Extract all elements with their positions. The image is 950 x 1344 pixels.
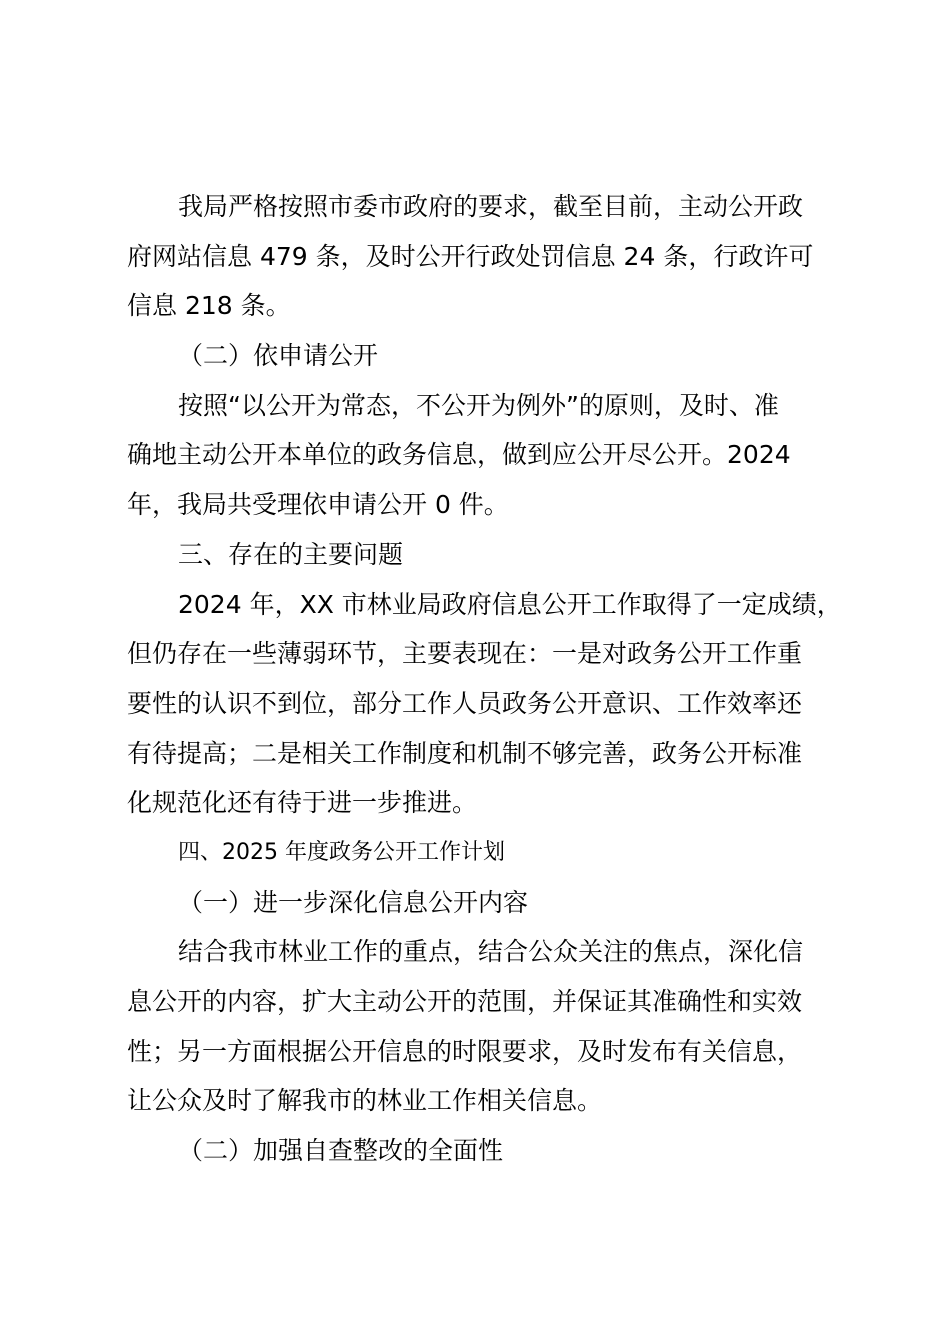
paragraph-line: 让公众及时了解我市的林业工作相关信息。 <box>127 1086 603 1116</box>
section-heading: （二）依申请公开 <box>178 341 379 371</box>
paragraph-line: 2024 年，XX 市林业局政府信息公开工作取得了一定成绩， <box>178 589 842 619</box>
document-body <box>127 182 847 1176</box>
paragraph-line: 府网站信息 479 条，及时公开行政处罚信息 24 条，行政许可 <box>127 241 814 271</box>
paragraph-line: 但仍存在一些薄弱环节，主要表现在：一是对政务公开工作重 <box>127 639 803 669</box>
paragraph-line: 结合我市林业工作的重点，结合公众关注的焦点，深化信 <box>178 937 804 967</box>
paragraph-line: 我局严格按照市委市政府的要求，截至目前，主动公开政 <box>178 192 804 221</box>
paragraph-line: 确地主动公开本单位的政务信息，做到应公开尽公开。2024 <box>127 440 791 470</box>
paragraph-line: 息公开的内容，扩大主动公开的范围，并保证其准确性和实效 <box>127 987 803 1016</box>
paragraph-line: 有待提高；二是相关工作制度和机制不够完善，政务公开标准 <box>127 738 803 768</box>
paragraph-line: 性；另一方面根据公开信息的时限要求，及时发布有关信息， <box>127 1036 803 1066</box>
section-heading: 三、存在的主要问题 <box>178 539 404 569</box>
paragraph-line: 年，我局共受理依申请公开 0 件。 <box>127 490 509 520</box>
paragraph-line: 要性的认识不到位，部分工作人员政务公开意识、工作效率还 <box>127 688 803 718</box>
paragraph-line: 化规范化还有待于进一步推进。 <box>127 788 478 818</box>
paragraph-line: 信息 218 条。 <box>127 291 291 321</box>
section-heading: 四、2025 年度政务公开工作计划 <box>178 839 505 865</box>
paragraph-line: 按照“以公开为常态，不公开为例外”的原则，及时、准 <box>178 390 779 420</box>
section-heading: （一）进一步深化信息公开内容 <box>178 887 529 917</box>
section-heading: （二）加强自查整改的全面性 <box>178 1136 504 1166</box>
